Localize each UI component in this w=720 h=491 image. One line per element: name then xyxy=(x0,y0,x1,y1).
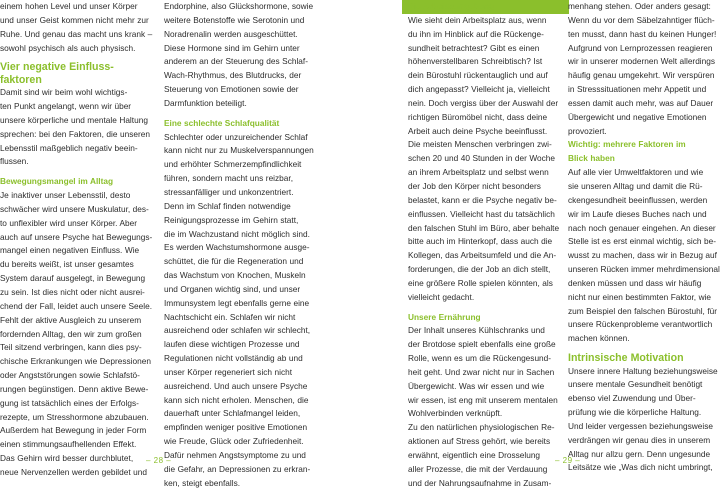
text-line: ausreichend oder schlafen wir schlecht, xyxy=(164,325,311,336)
text-line: sundheit betrachtest? Gibt es einen xyxy=(408,42,540,53)
text-line: Damit sind wir beim wohl wichtigs- xyxy=(0,87,128,98)
text-line: Übergewicht und negative Emotionen xyxy=(568,111,707,122)
text-line: zu sein. Ist dies nicht oder nicht ausrei- xyxy=(0,287,145,297)
text-line: forderungen, die der Job an dich stellt, xyxy=(408,264,551,275)
text-line: und Organen wichtig sind, und unser xyxy=(164,283,301,294)
text-line: und der Nahrungsaufnahme in Zusam- xyxy=(408,477,552,488)
text-line: sprechen: bei den Faktoren, die unseren xyxy=(0,128,150,139)
text-line: Kollegen, das Arbeitsumfeld und die An- xyxy=(408,250,557,261)
text-line: Teil sitzend verbringen, kann dies psy- xyxy=(0,342,142,353)
text-line: Der Inhalt unseres Kühlschranks und xyxy=(408,325,545,336)
text-line: Denn im Schlaf finden notwendige xyxy=(164,200,291,211)
text-line: Leitsätze wie „Was dich nicht umbringt, xyxy=(568,462,713,473)
text-line: unsere körperliche und mentale Haltung xyxy=(0,114,148,125)
text-line: ebenso viel Zuwendung und Über- xyxy=(568,393,696,404)
text-line: schen 20 und 40 Stunden in der Woche xyxy=(408,153,556,164)
text-line: nein. Doch vergiss über der Auswahl der xyxy=(408,97,559,108)
text-line: rungen begünstigen. Denn aktive Bewe- xyxy=(0,383,149,394)
subsection-heading: Wichtig: mehrere Faktoren im xyxy=(568,139,686,150)
text-line: Wenn du vor dem Säbelzahntiger flüch- xyxy=(568,14,715,25)
text-line: empfinden weniger positive Emotionen xyxy=(164,422,308,433)
text-line: dich angepasst? Vielleicht ja, vielleicht xyxy=(408,84,550,95)
text-line: prüfung wie die körperliche Haltung. xyxy=(568,407,702,418)
text-line: Endorphine, also Glückshormone, sowie xyxy=(164,1,314,11)
text-line: Ruhe. Und genau das macht uns krank – xyxy=(0,28,153,39)
section-heading: faktoren xyxy=(0,73,42,86)
text-line: to unflexibler wird unser Körper. Aber xyxy=(0,217,138,228)
text-line: chische Erkrankungen wie Depressionen xyxy=(0,356,151,367)
text-line: den falschen Stuhl im Büro, aber behalte xyxy=(408,222,560,233)
text-column-1 xyxy=(0,0,168,480)
text-line: nicht nur einen bestimmten Faktor, wie xyxy=(568,291,712,302)
text-line: aller Prozesse, die mit der Verdauung xyxy=(408,463,548,474)
text-line: Unsere innere Haltung beziehungsweise xyxy=(568,365,718,376)
text-line: Das Gehirn wird besser durchblutet, xyxy=(0,453,134,464)
text-line: Dafür nehmen Angstsymptome zu und xyxy=(164,450,306,460)
text-line: mangel einen negativen Einfluss. Wie xyxy=(0,245,140,256)
text-line: Schlechter oder unzureichender Schlaf xyxy=(164,131,308,142)
text-line: wir im Laufe dieses Buches nach und xyxy=(568,208,707,219)
text-line: höhenverstellbaren Schreibtisch? Ist xyxy=(408,56,543,67)
text-line: das Wachstum von Knochen, Muskeln xyxy=(164,270,306,281)
text-line: laufen diese wichtigen Prozesse und xyxy=(164,339,300,350)
text-line: flussen. xyxy=(0,156,29,167)
text-line: dein Bürostuhl rückentauglich und auf xyxy=(408,70,548,81)
text-line: verdrängen wir genau dies in unserem xyxy=(568,434,711,445)
text-line: Alltag nur allzu gern. Denn ungesunde xyxy=(568,448,711,459)
text-line: zum Beispiel den falschen Bürostuhl, für xyxy=(568,305,718,316)
text-line: unsere mentale Gesundheit benötigt xyxy=(568,379,703,390)
text-line: kann nicht nur zu Muskelverspannungen xyxy=(164,145,314,156)
text-line: ten musst, dann hast du keinen Hunger! xyxy=(568,28,717,39)
text-line: der Brotdose spielt ebenfalls eine große xyxy=(408,339,556,350)
text-line: rezepte, um Stresshormone abzubauen. xyxy=(0,411,149,422)
text-column-2 xyxy=(164,0,334,491)
text-line: Es werden Wachstumshormone ausge- xyxy=(164,242,310,253)
text-line: Reinigungsprozesse im Gehirn statt, xyxy=(164,214,299,225)
text-line: Noradrenalin werden ausgeschüttet. xyxy=(164,28,298,39)
section-heading: Intrinsische Motivation xyxy=(568,352,684,365)
text-line: gung ist tatsächlich eines der Erfolgs- xyxy=(0,397,139,408)
text-line: Wohlverbinden verknüpft. xyxy=(408,408,503,419)
text-line: vielleicht gedacht. xyxy=(408,291,475,302)
text-line: Darmfunktion beteiligt. xyxy=(164,97,247,108)
text-line: schüttet, die für die Regeneration und xyxy=(164,256,304,267)
text-line: auch auf unsere Psyche hat Bewegungs- xyxy=(0,231,153,242)
text-line: der Job den Körper nicht besonders xyxy=(408,180,541,191)
text-line: belastet, kann er die Psyche negativ be- xyxy=(408,194,557,205)
text-line: Wie sieht dein Arbeitsplatz aus, wenn xyxy=(408,14,547,25)
text-line: an ihrem Arbeitsplatz und selbst wenn xyxy=(408,167,549,178)
text-line: Immunsystem legt ebenfalls gerne eine xyxy=(164,297,310,308)
text-line: du ihn im Hinblick auf die Rückenge- xyxy=(408,28,544,39)
text-line: ckengesundheit beeinflussen, werden xyxy=(568,194,708,205)
text-line: ausreichend. Und auch unsere Psyche xyxy=(164,380,308,391)
text-line: Steuerung von Emotionen sowie der xyxy=(164,84,299,95)
text-line: unser Körper regeneriert sich nicht xyxy=(164,366,293,377)
text-line: heit geht. Und zwar nicht nur in Sachen xyxy=(408,366,555,377)
text-line: führen, sondern macht uns reizbar, xyxy=(164,173,294,184)
text-line: nach noch genauer eingehen. An dieser xyxy=(568,222,716,233)
text-line: chend der Fall, leidet auch unsere Seele. xyxy=(0,300,153,311)
text-line: fordernden Alltag, den wir zum großen xyxy=(0,328,142,339)
text-line: in Stresssituationen mehr Appetit und xyxy=(568,84,707,95)
text-line: die im Wachzustand nicht möglich sind. xyxy=(164,228,310,239)
text-line: Regulationen nicht vollständig ab und xyxy=(164,353,303,364)
text-line: Rolle, wenn es um die Rückengesund- xyxy=(408,353,552,364)
text-line: Arbeit auch deine Psyche beeinflusst. xyxy=(408,125,548,136)
subsection-heading: Die Arbeitsumgebung xyxy=(408,1,495,11)
text-line: Die meisten Menschen verbringen zwi- xyxy=(408,139,552,150)
text-line: wir essen, ist eng mit unserem mentalen xyxy=(408,394,558,405)
text-line: Je inaktiver unser Lebensstil, desto xyxy=(0,190,131,201)
text-line: neue Nervenzellen werden gebildet und xyxy=(0,466,148,477)
text-line: provoziert. xyxy=(568,125,607,136)
text-line: Aufgrund von Lernprozessen reagieren xyxy=(568,42,713,53)
text-line: Lebensstil maßgeblich negativ beein- xyxy=(0,142,138,153)
text-line: Übergewicht. Was wir essen und wie xyxy=(408,380,545,391)
text-line: kann sich nicht erholen. Menschen, die xyxy=(164,394,309,405)
text-line: aktionen auf Stress gehört, wie bereits xyxy=(408,436,551,447)
text-line: sowohl psychisch als auch physisch. xyxy=(0,42,136,53)
page-number-left: – 28 – xyxy=(146,456,172,465)
text-line: wir in unserer modernen Welt allerdings xyxy=(568,56,716,67)
text-line: unsere Rückenprobleme verantwortlich xyxy=(568,319,713,330)
text-line: essen damit auch mehr, was auf Dauer xyxy=(568,97,714,108)
text-column-3 xyxy=(408,0,568,491)
subsection-heading: Bewegungsmangel im Alltag xyxy=(0,176,114,187)
subsection-heading: Eine schlechte Schlafqualität xyxy=(164,117,280,128)
text-line: wusst zu machen, dass wir in Bezug auf xyxy=(568,250,717,261)
text-line: erwähnt, eigentlich eine Drosselung xyxy=(408,450,541,460)
text-line: Diese Hormone sind im Gehirn unter xyxy=(164,42,300,53)
text-line: richtigen Büromöbel nicht, dass deine xyxy=(408,111,548,122)
text-line: machen können. xyxy=(568,333,630,344)
text-line: ken, steigt ebenfalls. xyxy=(164,477,241,488)
text-line: unseren Rücken immer mehrdimensional xyxy=(568,264,720,275)
text-line: und erhöhter Schmerzempfindlichkeit xyxy=(164,159,302,170)
text-line: dauerhaft unter Schlafmangel leiden, xyxy=(164,408,301,419)
subsection-heading: Blick haben xyxy=(568,153,615,164)
text-line: die Gefahr, an Depressionen zu erkran- xyxy=(164,463,311,474)
text-line: oder Angststörungen sowie Schlafstö- xyxy=(0,370,140,381)
text-line: menhang stehen. Oder anders gesagt: xyxy=(568,1,711,11)
text-line: Auf alle vier Umweltfaktoren und wie xyxy=(568,167,704,178)
section-heading: Vier negative Einfluss- xyxy=(0,61,114,74)
text-line: Stelle ist es erst einmal wichtig, sich be- xyxy=(568,236,717,247)
text-line: einem hohen Level und unser Körper xyxy=(0,1,138,11)
text-line: häufig genau umgekehrt. Wir verspüren xyxy=(568,70,715,81)
text-line: Außerdem hat Bewegung in jeder Form xyxy=(0,425,147,436)
text-column-4 xyxy=(568,0,720,475)
text-line: Zu den natürlichen physiologischen Re- xyxy=(408,422,555,433)
text-line: bitte auch im Hinterkopf, dass auch die xyxy=(408,236,553,247)
text-line: Fehlt der aktive Ausgleich zu unserem xyxy=(0,314,142,325)
text-line: denken müssen und dass wir häufig xyxy=(568,277,702,288)
text-line: einen stimmungsaufhellenden Effekt. xyxy=(0,439,137,450)
text-line: und unser Geist kommen nicht mehr zur xyxy=(0,14,149,25)
text-line: weitere Botenstoffe wie Serotonin und xyxy=(164,14,305,25)
subsection-heading: Unsere Ernährung xyxy=(408,311,481,322)
text-line: stressanfälliger und unkonzentriert. xyxy=(164,186,294,197)
text-line: System darauf ausgelegt, in Bewegung xyxy=(0,273,146,284)
text-line: anderem an der Steuerung des Schlaf- xyxy=(164,56,308,67)
text-line: schwächer wird unsere Muskulatur, des- xyxy=(0,203,149,214)
text-line: Und leider vergessen beziehungsweise xyxy=(568,420,713,431)
text-line: Nachtschicht ein. Schlafen wir nicht xyxy=(164,311,296,322)
text-line: ten Punkt angelangt, wenn wir über xyxy=(0,101,132,112)
text-line: sie unseren Alltag und damit die Rü- xyxy=(568,180,703,191)
text-line: du bereits weißt, ist unser gesamtes xyxy=(0,259,134,270)
text-line: Wach-Rhythmus, des Blutdrucks, der xyxy=(164,70,302,81)
text-line: wie Freude, Glück oder Zufriedenheit. xyxy=(164,436,304,447)
text-line: einflussen. Vielleicht hast du tatsächlich xyxy=(408,208,555,219)
page-number-right: – 29 – xyxy=(555,456,581,465)
text-line: eine größere Rolle spielen könnten, als xyxy=(408,277,553,288)
